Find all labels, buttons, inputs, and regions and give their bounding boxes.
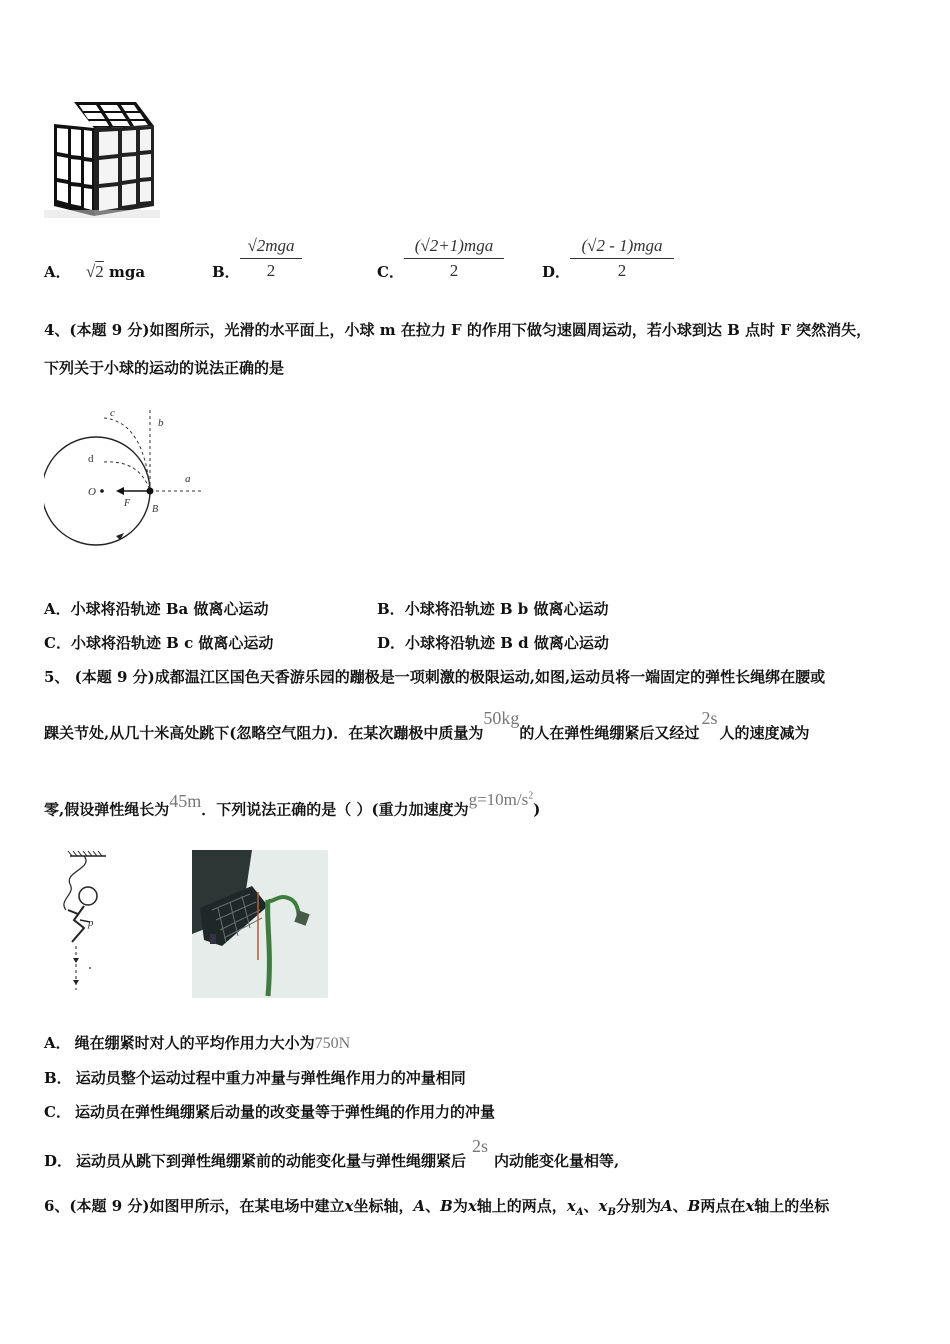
time-value-2s: 2s (472, 1136, 489, 1156)
option-letter: A． (44, 263, 71, 281)
q5-question-line1: 5、 (本题 9 分)成都温江区国色天香游乐园的蹦极是一项刺激的极限运动,如图,运动员将一端固定的弹性长绳绑在腰或 (44, 668, 826, 686)
option-letter: D． (377, 634, 406, 652)
force-arrow-head (116, 487, 124, 495)
q4-option-d[interactable] (377, 633, 609, 653)
label-o: O (88, 486, 96, 498)
force-value: 750N (314, 1035, 351, 1052)
option-text: 小球将沿轨迹 B b 做离心运动 (404, 600, 609, 618)
q3-option-d-letter[interactable]: D． (542, 263, 571, 281)
label-d: d (88, 453, 94, 465)
q4-option-b[interactable] (377, 599, 609, 619)
gravity-value: $g=10m/s^2$ (468, 789, 534, 809)
option-text: 小球将沿轨迹 B c 做离心运动 (70, 634, 274, 652)
option-text: 运动员在弹性绳绷紧后动量的改变量等于弹性绳的作用力的冲量 (74, 1103, 495, 1121)
ball-b (147, 488, 154, 495)
label-c: c (110, 407, 115, 419)
trajectory-d (104, 462, 150, 491)
option-text: mga (108, 263, 146, 281)
q3-option-c-fraction: (√2+1)mga 2 (404, 236, 504, 281)
rubiks-cube-image (44, 98, 160, 218)
option-text: 小球将沿轨迹 Ba 做离心运动 (70, 600, 269, 618)
label-f: F (124, 498, 131, 509)
direction-arrow (116, 533, 124, 540)
bungee-diagram (44, 850, 124, 995)
option-text: 运动员整个运动过程中重力冲量与弹性绳作用力的冲量相同 (75, 1069, 466, 1087)
q5-option-b[interactable] (44, 1068, 466, 1088)
option-letter: B． (44, 1069, 72, 1087)
time-value: 2s (701, 708, 718, 728)
circular-motion-figure (44, 402, 214, 552)
q3-option-d-fraction: (√2 - 1)mga 2 (570, 236, 674, 281)
option-letter: D． (44, 1152, 73, 1170)
option-letter: C． (44, 1103, 71, 1121)
option-text-2: 内动能变化量相等, (494, 1152, 620, 1170)
bungee-stick-figure (44, 850, 124, 995)
label-b-point: B (152, 504, 159, 515)
option-letter: B． (377, 600, 405, 618)
option-text: 绳在绷紧时对人的平均作用力大小为 (74, 1034, 315, 1052)
q3-option-a[interactable] (44, 262, 145, 282)
center-o (100, 489, 104, 493)
q5-option-d[interactable] (44, 1136, 620, 1171)
trajectory-c (104, 418, 150, 491)
q5-option-c[interactable] (44, 1102, 495, 1122)
bungee-photo (192, 850, 328, 998)
q3-option-c-letter[interactable]: C． (377, 263, 404, 281)
q5-question-line3: 零,假设弹性绳长为45m．下列说法正确的是（ ）(重力加速度为$g=10m/s^2$) (44, 789, 541, 819)
length-value: 45m (169, 790, 202, 811)
option-text: 运动员从跳下到弹性绳绷紧前的动能变化量与弹性绳绷紧后 (76, 1152, 467, 1170)
option-text: 小球将沿轨迹 B d 做离心运动 (405, 634, 609, 652)
q4-question-line2: 下列关于小球的运动的说法正确的是 (44, 359, 285, 377)
label-b: b (158, 417, 164, 429)
bungee-tower-photo (192, 850, 328, 998)
circular-motion-diagram (44, 402, 214, 552)
q6-question-line1: 6、(本题 9 分)如图甲所示，在某电场中建立x坐标轴，A、B为x轴上的两点，$x_A$、$x_B$分别为A、B两点在x轴上的坐标 (44, 1197, 830, 1218)
option-letter: A． (44, 1034, 71, 1052)
sqrt-2-symbol: √2 (85, 262, 104, 281)
label-a: a (185, 473, 191, 485)
option-letter: C． (44, 634, 71, 652)
label-p: p (88, 917, 94, 929)
q3-option-b-fraction: √2mga 2 (240, 236, 302, 281)
q4-option-a[interactable] (44, 599, 268, 619)
q4-option-c[interactable] (44, 633, 273, 653)
q3-option-b-letter[interactable]: B． (212, 263, 240, 281)
q5-option-a[interactable] (44, 1033, 350, 1054)
q4-question-line1: 4、(本题 9 分)如图所示，光滑的水平面上，小球 m 在拉力 F 的作用下做匀速圆周运动，若小球到达 B 点时 F 突然消失， (44, 321, 872, 339)
option-letter: A． (44, 600, 71, 618)
mass-value: 50kg (483, 708, 520, 728)
q5-question-line2: 踝关节处,从几十米高处跳下(忽略空气阻力)．在某次蹦极中质量为50kg的人在弹性绳绷紧后又经过2s人的速度减为 (44, 708, 810, 742)
